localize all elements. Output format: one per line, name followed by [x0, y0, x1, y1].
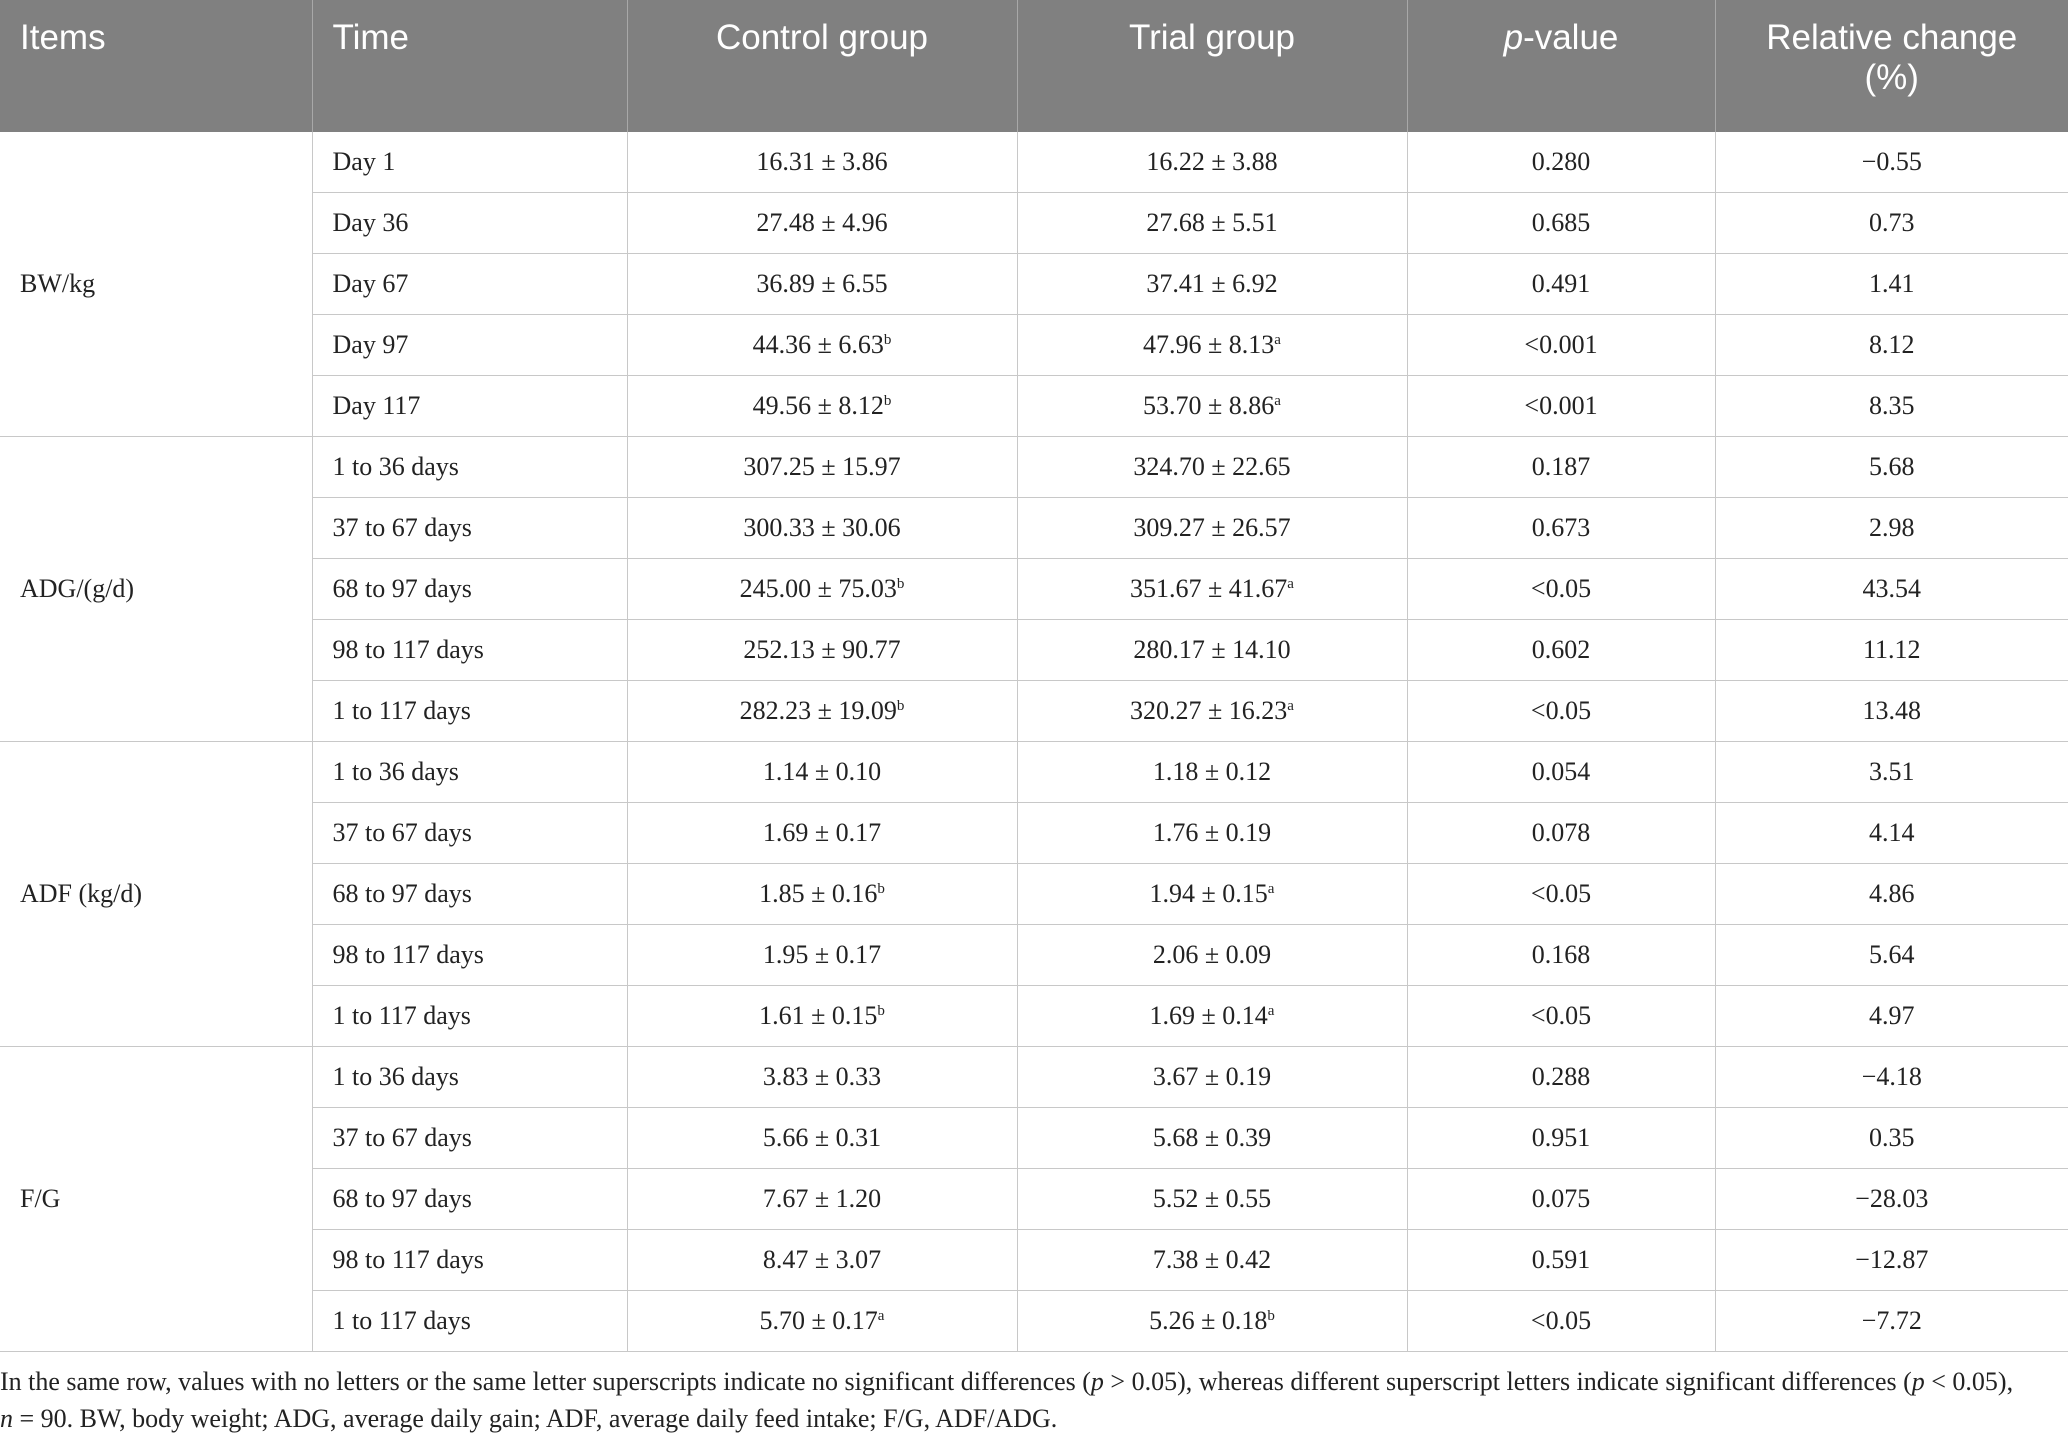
control-cell — [627, 437, 1017, 498]
control-cell — [627, 620, 1017, 681]
control-value: 49.56 ± 8.12 — [752, 391, 884, 420]
relative-change-cell: 3.51 — [1715, 742, 2068, 803]
relative-change-cell: 8.35 — [1715, 376, 2068, 437]
trial-cell — [1017, 864, 1407, 925]
control-cell — [627, 986, 1017, 1047]
relative-change-cell: 11.12 — [1715, 620, 2068, 681]
p-value-cell: <0.05 — [1407, 559, 1715, 620]
trial-cell — [1017, 1230, 1407, 1291]
relative-change-cell: 13.48 — [1715, 681, 2068, 742]
time-cell: 98 to 117 days — [312, 925, 627, 986]
footnote-p2: p — [1911, 1367, 1925, 1396]
relative-change-cell: 1.41 — [1715, 254, 2068, 315]
p-value-cell: <0.001 — [1407, 315, 1715, 376]
time-cell: 98 to 117 days — [312, 620, 627, 681]
control-cell — [627, 254, 1017, 315]
header-control-group: Control group — [627, 0, 1017, 132]
trial-cell — [1017, 559, 1407, 620]
trial-cell — [1017, 803, 1407, 864]
relative-change-cell: 2.98 — [1715, 498, 2068, 559]
control-value: 16.31 ± 3.86 — [756, 147, 888, 176]
control-value: 36.89 ± 6.55 — [756, 269, 888, 298]
table-row — [0, 1047, 2068, 1108]
footnote-n: n — [0, 1404, 13, 1433]
control-superscript: b — [877, 881, 885, 897]
footnote-part2: > 0.05), whereas different superscript letters indicate significant differences ( — [1103, 1367, 1912, 1396]
trial-value: 320.27 ± 16.23 — [1130, 696, 1288, 725]
trial-cell — [1017, 925, 1407, 986]
time-cell: 37 to 67 days — [312, 803, 627, 864]
trial-superscript: a — [1287, 698, 1294, 714]
trial-superscript: a — [1274, 393, 1281, 409]
item-cell: ADF (kg/d) — [0, 742, 312, 1047]
relative-change-cell: 4.14 — [1715, 803, 2068, 864]
p-value-cell: 0.951 — [1407, 1108, 1715, 1169]
control-superscript: b — [896, 698, 905, 714]
table-row — [0, 437, 2068, 498]
trial-value: 1.18 ± 0.12 — [1152, 757, 1272, 786]
time-cell: 1 to 117 days — [312, 986, 627, 1047]
control-cell — [627, 559, 1017, 620]
control-value: 245.00 ± 75.03 — [739, 574, 897, 603]
control-cell — [627, 925, 1017, 986]
p-value-cell: <0.001 — [1407, 376, 1715, 437]
control-cell — [627, 864, 1017, 925]
trial-value: 53.70 ± 8.86 — [1143, 391, 1275, 420]
control-value: 27.48 ± 4.96 — [756, 208, 888, 237]
trial-value: 1.76 ± 0.19 — [1152, 818, 1272, 847]
relative-change-cell: 4.86 — [1715, 864, 2068, 925]
header-items: Items — [0, 0, 312, 132]
control-cell — [627, 1291, 1017, 1352]
relative-change-cell: −12.87 — [1715, 1230, 2068, 1291]
relative-change-cell: 5.68 — [1715, 437, 2068, 498]
trial-cell — [1017, 742, 1407, 803]
trial-cell — [1017, 1291, 1407, 1352]
header-relative-line1: Relative change — [1766, 18, 2018, 57]
trial-value: 1.94 ± 0.15 — [1149, 879, 1268, 908]
trial-cell — [1017, 498, 1407, 559]
p-value-cell: 0.187 — [1407, 437, 1715, 498]
trial-cell — [1017, 437, 1407, 498]
p-value-cell: <0.05 — [1407, 986, 1715, 1047]
header-p-letter: p — [1503, 18, 1524, 57]
time-cell: 68 to 97 days — [312, 559, 627, 620]
trial-value: 7.38 ± 0.42 — [1152, 1245, 1272, 1274]
time-cell: 37 to 67 days — [312, 498, 627, 559]
control-value: 3.83 ± 0.33 — [762, 1062, 882, 1091]
trial-cell — [1017, 681, 1407, 742]
control-cell — [627, 132, 1017, 193]
relative-change-cell: 4.97 — [1715, 986, 2068, 1047]
control-superscript: b — [883, 332, 892, 348]
control-value: 1.69 ± 0.17 — [762, 818, 882, 847]
time-cell: 37 to 67 days — [312, 1108, 627, 1169]
footnote-part4: = 90. BW, body weight; ADG, average daily gain; ADF, average daily feed intake; F/G, ADF/ADG. — [13, 1404, 1058, 1433]
control-value: 5.70 ± 0.17 — [759, 1306, 878, 1335]
p-value-cell: 0.491 — [1407, 254, 1715, 315]
control-value: 1.85 ± 0.16 — [759, 879, 878, 908]
p-value-cell: <0.05 — [1407, 864, 1715, 925]
trial-cell — [1017, 1169, 1407, 1230]
control-cell — [627, 1169, 1017, 1230]
time-cell: 1 to 36 days — [312, 437, 627, 498]
trial-value: 309.27 ± 26.57 — [1133, 513, 1291, 542]
p-value-cell: 0.075 — [1407, 1169, 1715, 1230]
control-cell — [627, 1230, 1017, 1291]
trial-cell — [1017, 986, 1407, 1047]
control-cell — [627, 315, 1017, 376]
relative-change-cell: 5.64 — [1715, 925, 2068, 986]
header-p-suffix: -value — [1523, 18, 1619, 57]
trial-value: 16.22 ± 3.88 — [1146, 147, 1278, 176]
time-cell: 68 to 97 days — [312, 1169, 627, 1230]
header-row — [0, 0, 2068, 132]
item-cell: F/G — [0, 1047, 312, 1352]
trial-cell — [1017, 132, 1407, 193]
p-value-cell: 0.602 — [1407, 620, 1715, 681]
p-value-cell: 0.280 — [1407, 132, 1715, 193]
relative-change-cell: 0.35 — [1715, 1108, 2068, 1169]
trial-value: 324.70 ± 22.65 — [1133, 452, 1291, 481]
control-value: 282.23 ± 19.09 — [739, 696, 897, 725]
p-value-cell: 0.168 — [1407, 925, 1715, 986]
trial-value: 37.41 ± 6.92 — [1146, 269, 1278, 298]
table-body — [0, 132, 2068, 1352]
control-cell — [627, 742, 1017, 803]
trial-cell — [1017, 620, 1407, 681]
control-value: 300.33 ± 30.06 — [743, 513, 901, 542]
table-footnote — [0, 1363, 2068, 1437]
p-value-cell: 0.673 — [1407, 498, 1715, 559]
trial-cell — [1017, 193, 1407, 254]
time-cell: 68 to 97 days — [312, 864, 627, 925]
table-row — [0, 742, 2068, 803]
control-superscript: b — [883, 393, 892, 409]
trial-value: 1.69 ± 0.14 — [1149, 1001, 1268, 1030]
control-superscript: b — [877, 1003, 885, 1019]
relative-change-cell: −4.18 — [1715, 1047, 2068, 1108]
p-value-cell: <0.05 — [1407, 1291, 1715, 1352]
trial-value: 5.26 ± 0.18 — [1149, 1306, 1268, 1335]
p-value-cell: 0.591 — [1407, 1230, 1715, 1291]
relative-change-cell: −7.72 — [1715, 1291, 2068, 1352]
control-cell — [627, 193, 1017, 254]
item-cell: ADG/(g/d) — [0, 437, 312, 742]
header-relative-line2: (%) — [1864, 58, 1919, 97]
p-value-cell: 0.078 — [1407, 803, 1715, 864]
relative-change-cell: 43.54 — [1715, 559, 2068, 620]
relative-change-cell: 0.73 — [1715, 193, 2068, 254]
control-value: 307.25 ± 15.97 — [743, 452, 901, 481]
control-value: 7.67 ± 1.20 — [762, 1184, 882, 1213]
control-value: 252.13 ± 90.77 — [743, 635, 901, 664]
time-cell: 1 to 117 days — [312, 1291, 627, 1352]
control-value: 1.95 ± 0.17 — [762, 940, 882, 969]
trial-value: 351.67 ± 41.67 — [1130, 574, 1288, 603]
control-cell — [627, 1047, 1017, 1108]
trial-value: 5.52 ± 0.55 — [1152, 1184, 1272, 1213]
time-cell: 98 to 117 days — [312, 1230, 627, 1291]
header-relative-change — [1715, 0, 2068, 132]
control-cell — [627, 498, 1017, 559]
control-value: 44.36 ± 6.63 — [752, 330, 884, 359]
trial-superscript: a — [1287, 576, 1294, 592]
trial-cell — [1017, 1047, 1407, 1108]
trial-value: 280.17 ± 14.10 — [1133, 635, 1291, 664]
trial-value: 5.68 ± 0.39 — [1152, 1123, 1272, 1152]
control-cell — [627, 803, 1017, 864]
control-cell — [627, 681, 1017, 742]
header-time: Time — [312, 0, 627, 132]
control-value: 1.14 ± 0.10 — [762, 757, 882, 786]
header-p-value — [1407, 0, 1715, 132]
item-cell: BW/kg — [0, 132, 312, 437]
time-cell: 1 to 36 days — [312, 742, 627, 803]
time-cell: Day 36 — [312, 193, 627, 254]
footnote-part3: < 0.05), — [1924, 1367, 2014, 1396]
trial-cell — [1017, 376, 1407, 437]
footnote-part1: In the same row, values with no letters or the same letter superscripts indicate no significant differences ( — [0, 1367, 1091, 1396]
relative-change-cell: 8.12 — [1715, 315, 2068, 376]
control-superscript: b — [896, 576, 905, 592]
control-value: 8.47 ± 3.07 — [762, 1245, 882, 1274]
control-cell — [627, 1108, 1017, 1169]
trial-superscript: b — [1267, 1308, 1275, 1324]
p-value-cell: <0.05 — [1407, 681, 1715, 742]
trial-cell — [1017, 254, 1407, 315]
trial-cell — [1017, 315, 1407, 376]
control-cell — [627, 376, 1017, 437]
time-cell: Day 1 — [312, 132, 627, 193]
p-value-cell: 0.054 — [1407, 742, 1715, 803]
trial-superscript: a — [1274, 332, 1281, 348]
trial-superscript: a — [1267, 1003, 1275, 1019]
trial-cell — [1017, 1108, 1407, 1169]
trial-value: 47.96 ± 8.13 — [1143, 330, 1275, 359]
table-row — [0, 132, 2068, 193]
p-value-cell: 0.288 — [1407, 1047, 1715, 1108]
time-cell: Day 97 — [312, 315, 627, 376]
trial-value: 3.67 ± 0.19 — [1152, 1062, 1272, 1091]
trial-superscript: a — [1267, 881, 1275, 897]
trial-value: 2.06 ± 0.09 — [1152, 940, 1272, 969]
control-value: 1.61 ± 0.15 — [759, 1001, 878, 1030]
control-superscript: a — [877, 1308, 885, 1324]
header-trial-group: Trial group — [1017, 0, 1407, 132]
time-cell: 1 to 36 days — [312, 1047, 627, 1108]
time-cell: Day 67 — [312, 254, 627, 315]
relative-change-cell: −0.55 — [1715, 132, 2068, 193]
control-value: 5.66 ± 0.31 — [762, 1123, 882, 1152]
footnote-p1: p — [1090, 1367, 1104, 1396]
relative-change-cell: −28.03 — [1715, 1169, 2068, 1230]
p-value-cell: 0.685 — [1407, 193, 1715, 254]
trial-value: 27.68 ± 5.51 — [1146, 208, 1278, 237]
time-cell: 1 to 117 days — [312, 681, 627, 742]
time-cell: Day 117 — [312, 376, 627, 437]
